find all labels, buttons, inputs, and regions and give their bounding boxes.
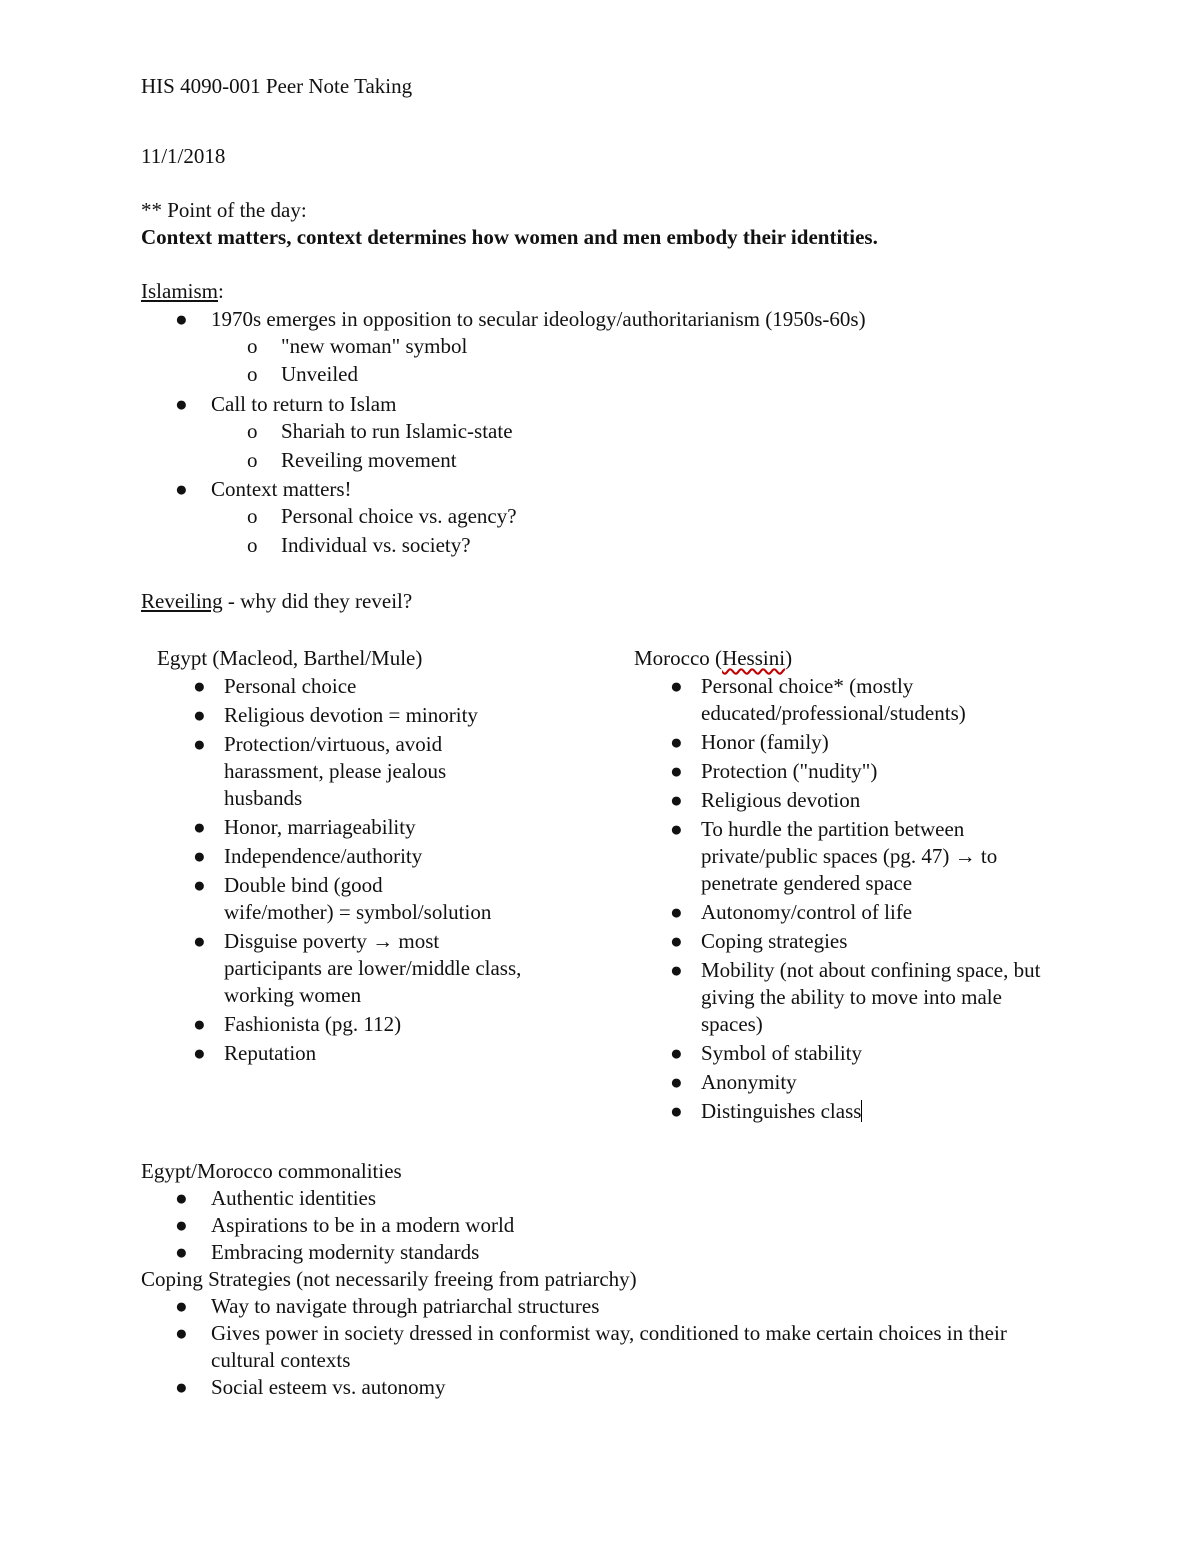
point-of-day-text: Context matters, context determines how women and men embody their identities. bbox=[141, 225, 878, 249]
list-item-text: Personal choice bbox=[224, 674, 357, 698]
islamism-heading: Islamism bbox=[141, 279, 218, 303]
list-item-text: Independence/authority bbox=[224, 844, 423, 868]
morocco-column bbox=[634, 645, 1064, 1127]
list-item-text: Anonymity bbox=[701, 1070, 797, 1094]
sub-item-text: "new woman" symbol bbox=[281, 334, 468, 358]
bullet-icon: ● bbox=[175, 1186, 188, 1210]
bullet-icon: ● bbox=[670, 817, 683, 841]
bullet-icon: ● bbox=[175, 1375, 188, 1399]
bullet-icon: ● bbox=[175, 307, 188, 331]
coping-heading: Coping Strategies (not necessarily freeing from patriarchy) bbox=[141, 1267, 637, 1291]
circle-bullet-icon: o bbox=[247, 362, 258, 386]
circle-bullet-icon: o bbox=[247, 504, 258, 528]
circle-bullet-icon: o bbox=[247, 533, 258, 557]
list-item bbox=[141, 391, 396, 418]
bullet-icon: ● bbox=[670, 1099, 683, 1123]
list-item-text: Coping strategies bbox=[701, 929, 848, 953]
list-item-text: To hurdle the partition between private/public spaces (pg. 47) → to penetrate gendered space bbox=[701, 817, 998, 895]
list-item-text: Protection/virtuous, avoid harassment, please jealous husbands bbox=[224, 732, 447, 810]
sub-item-text: Individual vs. society? bbox=[281, 533, 471, 557]
list-item-text: Religious devotion bbox=[701, 788, 861, 812]
list-item-text: Call to return to Islam bbox=[211, 392, 397, 416]
list-item-text: Honor, marriageability bbox=[224, 815, 416, 839]
bullet-icon: ● bbox=[670, 730, 683, 754]
list-item bbox=[141, 1293, 1101, 1320]
bullet-icon: ● bbox=[670, 674, 683, 698]
bullet-icon: ● bbox=[193, 1012, 206, 1036]
bullet-icon: ● bbox=[193, 674, 206, 698]
list-item-text: Way to navigate through patriarchal structures bbox=[211, 1294, 600, 1318]
list-item bbox=[157, 928, 534, 1009]
list-item-text: Double bind (good wife/mother) = symbol/solution bbox=[224, 873, 492, 924]
bullet-icon: ● bbox=[193, 815, 206, 839]
islamism-heading-suffix: : bbox=[218, 279, 224, 303]
list-item-text: Distinguishes class bbox=[701, 1099, 862, 1123]
bullet-icon: ● bbox=[670, 1041, 683, 1065]
list-item-text: Disguise poverty → most participants are lower/middle class, working women bbox=[224, 929, 522, 1007]
list-item bbox=[157, 1040, 577, 1067]
list-item bbox=[157, 1011, 577, 1038]
list-item bbox=[634, 673, 1001, 727]
list-item-text: Symbol of stability bbox=[701, 1041, 863, 1065]
bullet-icon: ● bbox=[670, 759, 683, 783]
egypt-list bbox=[157, 673, 577, 1067]
list-item-text: Embracing modernity standards bbox=[211, 1240, 480, 1264]
sub-item-text: Personal choice vs. agency? bbox=[281, 504, 517, 528]
list-item-text: Context matters! bbox=[211, 477, 352, 501]
circle-bullet-icon: o bbox=[247, 448, 258, 472]
bullet-icon: ● bbox=[175, 1294, 188, 1318]
list-item bbox=[634, 1040, 1064, 1067]
list-item bbox=[141, 1320, 1061, 1374]
list-item bbox=[157, 843, 577, 870]
morocco-heading-name: Hessini bbox=[722, 646, 786, 670]
list-item bbox=[634, 899, 1064, 926]
list-item bbox=[141, 1374, 1101, 1401]
egypt-heading: Egypt (Macleod, Barthel/Mule) bbox=[157, 646, 423, 670]
bullet-icon: ● bbox=[670, 929, 683, 953]
bullet-icon: ● bbox=[193, 732, 206, 756]
sub-list-item bbox=[141, 418, 513, 445]
text-cursor bbox=[861, 1100, 862, 1122]
sub-item-text: Reveiling movement bbox=[281, 448, 457, 472]
point-of-day-label: ** Point of the day: bbox=[141, 198, 307, 222]
reveiling-heading: Reveiling bbox=[141, 589, 223, 613]
bullet-icon: ● bbox=[175, 1321, 188, 1345]
reveiling-heading-line bbox=[141, 588, 412, 615]
list-item bbox=[157, 872, 494, 926]
morocco-heading bbox=[634, 645, 1064, 672]
list-item-text: Aspirations to be in a modern world bbox=[211, 1213, 515, 1237]
egypt-column bbox=[157, 645, 577, 1069]
islamism-sublist-3 bbox=[141, 503, 517, 559]
list-item bbox=[157, 731, 524, 812]
bullet-icon: ● bbox=[193, 1041, 206, 1065]
bullet-icon: ● bbox=[670, 1070, 683, 1094]
bullet-icon: ● bbox=[175, 1213, 188, 1237]
list-item-text: Honor (family) bbox=[701, 730, 829, 754]
islamism-list bbox=[141, 306, 866, 333]
commonalities-section bbox=[141, 1158, 1101, 1401]
list-item-text: Gives power in society dressed in conformist way, conditioned to make certain choices in their cultural contexts bbox=[211, 1321, 1007, 1372]
islamism-list bbox=[141, 476, 352, 503]
islamism-heading-line bbox=[141, 278, 224, 305]
list-item-text: Autonomy/control of life bbox=[701, 900, 913, 924]
bullet-icon: ● bbox=[670, 900, 683, 924]
islamism-sublist-2 bbox=[141, 418, 513, 474]
sub-list-item bbox=[141, 447, 513, 474]
sub-list-item bbox=[141, 333, 467, 360]
list-item-text: Religious devotion = minority bbox=[224, 703, 478, 727]
list-item bbox=[141, 476, 352, 503]
list-item-text: 1970s emerges in opposition to secular ideology/authoritarianism (1950s-60s) bbox=[211, 307, 866, 331]
list-item bbox=[141, 1239, 1101, 1266]
list-item bbox=[157, 702, 577, 729]
list-item bbox=[141, 1185, 1101, 1212]
bullet-icon: ● bbox=[670, 958, 683, 982]
circle-bullet-icon: o bbox=[247, 334, 258, 358]
morocco-heading-suffix: ) bbox=[785, 646, 793, 670]
list-item bbox=[634, 1098, 1064, 1125]
list-item-text: Protection ("nudity") bbox=[701, 759, 878, 783]
bullet-icon: ● bbox=[175, 392, 188, 416]
document-title: HIS 4090-001 Peer Note Taking bbox=[141, 74, 413, 98]
commonalities-list bbox=[141, 1185, 1101, 1266]
sub-list-item bbox=[141, 532, 517, 559]
islamism-sublist-1 bbox=[141, 333, 467, 388]
commonalities-heading: Egypt/Morocco commonalities bbox=[141, 1159, 402, 1183]
sub-list-item bbox=[141, 503, 517, 530]
morocco-heading-prefix: Morocco ( bbox=[634, 646, 723, 670]
list-item bbox=[634, 957, 1046, 1038]
list-item-text: Mobility (not about confining space, but giving the ability to move into male spaces) bbox=[701, 958, 1041, 1036]
coping-list bbox=[141, 1293, 1101, 1401]
list-item-text: Authentic identities bbox=[211, 1186, 377, 1210]
bullet-icon: ● bbox=[175, 1240, 188, 1264]
list-item-text: Reputation bbox=[224, 1041, 317, 1065]
list-item bbox=[634, 787, 1064, 814]
bullet-icon: ● bbox=[193, 703, 206, 727]
islamism-list bbox=[141, 391, 396, 418]
list-item bbox=[634, 729, 1064, 756]
bullet-icon: ● bbox=[193, 929, 206, 953]
list-item bbox=[141, 306, 866, 333]
list-item-text: Fashionista (pg. 112) bbox=[224, 1012, 402, 1036]
bullet-icon: ● bbox=[175, 477, 188, 501]
sub-item-text: Unveiled bbox=[281, 362, 358, 386]
sub-item-text: Shariah to run Islamic-state bbox=[281, 419, 513, 443]
sub-list-item bbox=[141, 361, 467, 388]
reveiling-heading-suffix: - why did they reveil? bbox=[222, 589, 413, 613]
list-item bbox=[141, 1212, 1101, 1239]
list-item bbox=[157, 673, 577, 700]
list-item bbox=[634, 928, 1064, 955]
list-item-text: Social esteem vs. autonomy bbox=[211, 1375, 446, 1399]
circle-bullet-icon: o bbox=[247, 419, 258, 443]
bullet-icon: ● bbox=[193, 844, 206, 868]
list-item bbox=[634, 816, 1031, 897]
bullet-icon: ● bbox=[670, 788, 683, 812]
list-item bbox=[634, 758, 1064, 785]
list-item bbox=[634, 1069, 1064, 1096]
date-line: 11/1/2018 bbox=[141, 144, 226, 168]
list-item-text: Personal choice* (mostly educated/professional/students) bbox=[701, 674, 966, 725]
morocco-list bbox=[634, 673, 1064, 1125]
bullet-icon: ● bbox=[193, 873, 206, 897]
list-item bbox=[157, 814, 577, 841]
